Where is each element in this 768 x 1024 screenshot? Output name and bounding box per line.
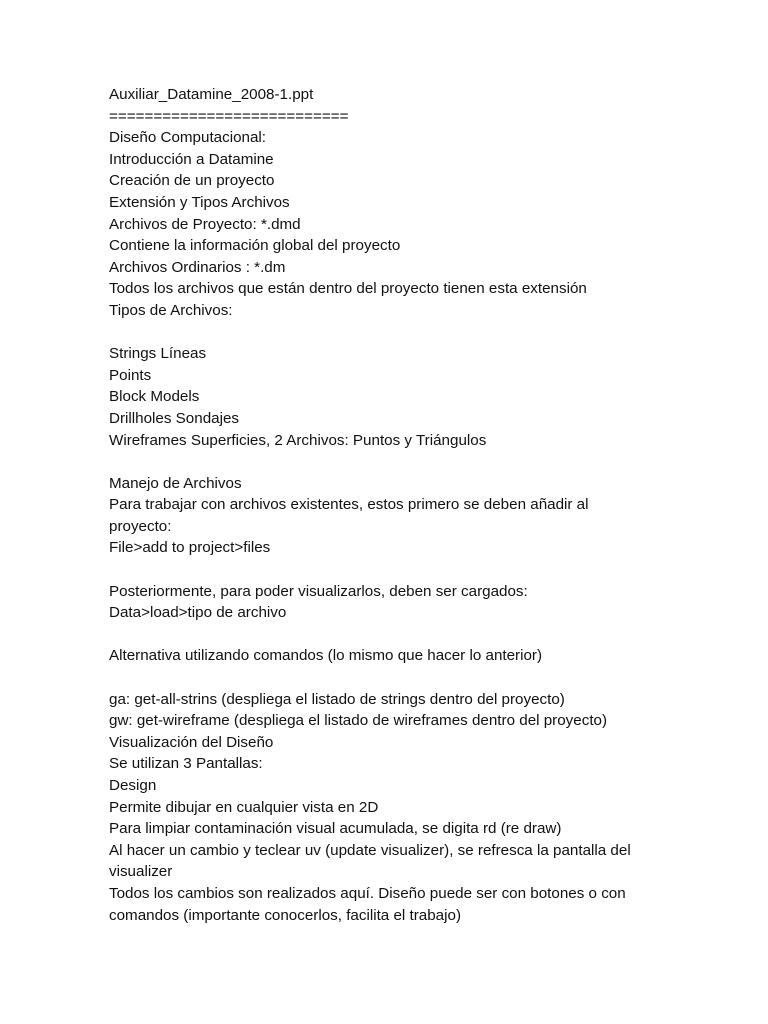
text-line: Extensión y Tipos Archivos	[109, 193, 290, 211]
separator-line: ===========================	[109, 107, 349, 125]
text-line: gw: get-wireframe (despliega el listado de wireframes dentro del proyecto)	[109, 712, 608, 730]
text-line: Manejo de Archivos	[109, 474, 242, 492]
blank-line	[109, 451, 728, 473]
text-line: Diseño Computacional:	[109, 129, 267, 147]
blank-line	[109, 624, 728, 646]
text-line: Para limpiar contaminación visual acumulada, se digita rd (re draw)	[109, 820, 562, 838]
text-line: Introducción a Datamine	[109, 150, 274, 168]
text-line: Wireframes Superficies, 2 Archivos: Puntos y Triángulos	[109, 431, 487, 449]
text-line: Archivos de Proyecto: *.dmd	[109, 215, 301, 233]
text-line: comandos (importante conocerlos, facilita el trabajo)	[109, 906, 462, 924]
text-line: Points	[109, 366, 152, 384]
text-line: Todos los archivos que están dentro del proyecto tienen esta extensión	[109, 280, 587, 298]
text-line: Archivos Ordinarios : *.dm	[109, 258, 286, 276]
text-line: Creación de un proyecto	[109, 172, 275, 190]
text-line: Permite dibujar en cualquier vista en 2D	[109, 798, 379, 816]
blank-line	[109, 322, 728, 344]
blank-line	[109, 667, 728, 689]
text-line: Se utilizan 3 Pantallas:	[109, 755, 263, 773]
text-line: Strings Líneas	[109, 345, 207, 363]
text-line: Posteriormente, para poder visualizarlos, deben ser cargados:	[109, 582, 528, 600]
text-line: Contiene la información global del proyecto	[109, 237, 401, 255]
text-line: ga: get-all-strins (despliega el listado de strings dentro del proyecto)	[109, 690, 565, 708]
text-line: proyecto:	[109, 517, 172, 535]
text-line: Para trabajar con archivos existentes, estos primero se deben añadir al	[109, 496, 589, 514]
document-title: Auxiliar_Datamine_2008-1.ppt	[109, 86, 314, 103]
text-line: Visualización del Diseño	[109, 733, 274, 751]
text-line: visualizer	[109, 863, 173, 881]
text-line: File>add to project>files	[109, 539, 271, 557]
text-line: Alternativa utilizando comandos (lo mismo que hacer lo anterior)	[109, 647, 543, 665]
text-line: Data>load>tipo de archivo	[109, 604, 287, 622]
text-line: Al hacer un cambio y teclear uv (update visualizer), se refresca la pantalla del	[109, 841, 631, 859]
text-line: Design	[109, 777, 157, 794]
blank-line	[109, 559, 728, 581]
text-line: Drillholes Sondajes	[109, 409, 240, 427]
text-line: Todos los cambios son realizados aquí. Diseño puede ser con botones o con	[109, 884, 626, 902]
text-line: Tipos de Archivos:	[109, 301, 233, 319]
text-line: Block Models	[109, 388, 200, 406]
